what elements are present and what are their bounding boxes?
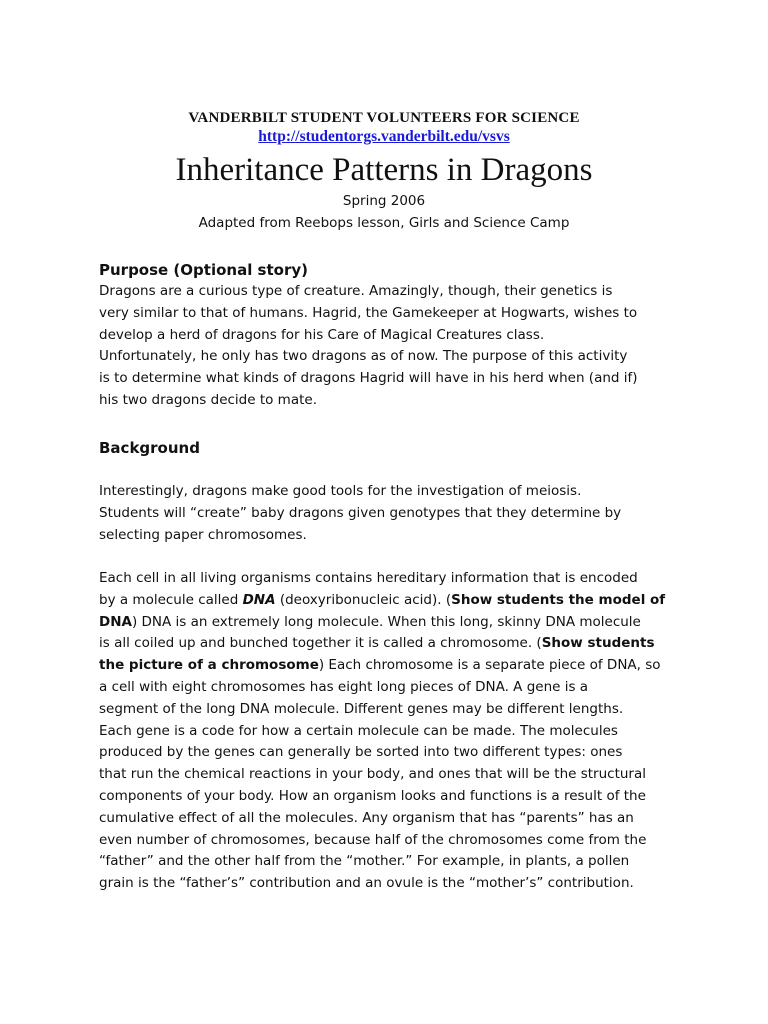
text-run: by a molecule called	[99, 591, 243, 608]
purpose-heading: Purpose (Optional story)	[99, 261, 308, 279]
text-line: Each gene is a code for how a certain molecule can be made. The molecules	[99, 722, 618, 739]
text-line: segment of the long DNA molecule. Different genes may be different lengths.	[99, 700, 624, 717]
text-line: Dragons are a curious type of creature. Amazingly, though, their genetics is	[99, 283, 613, 299]
background-heading: Background	[99, 439, 200, 457]
instruction-bold: the picture of a chromosome	[99, 657, 319, 674]
organization-name: VANDERBILT STUDENT VOLUNTEERS FOR SCIENCE	[188, 110, 580, 126]
instruction-bold: Show students the model of	[451, 591, 666, 608]
background-intro-paragraph	[99, 481, 669, 546]
text-run: is all coiled up and bunched together it is called a chromosome. (	[99, 635, 542, 652]
text-line	[99, 612, 669, 634]
text-line: Each cell in all living organisms contains hereditary information that is encoded	[99, 570, 638, 586]
organization-link[interactable]: http://studentorgs.vanderbilt.edu/vsvs	[258, 128, 510, 145]
text-run: ) DNA is an extremely long molecule. When this long, skinny DNA molecule	[131, 613, 641, 630]
text-line: Unfortunately, he only has two dragons as of now. The purpose of this activity	[99, 348, 628, 365]
text-line: components of your body. How an organism looks and functions is a result of the	[99, 787, 646, 804]
text-line: selecting paper chromosomes.	[99, 526, 307, 543]
text-line: very similar to that of humans. Hagrid, the Gamekeeper at Hogwarts, wishes to	[99, 304, 638, 321]
purpose-paragraph	[99, 281, 669, 412]
text-line: develop a herd of dragons for his Care of Magical Creatures class.	[99, 326, 545, 343]
text-line	[99, 590, 669, 612]
text-line: Interestingly, dragons make good tools for the investigation of meiosis.	[99, 483, 582, 499]
text-line: that run the chemical reactions in your body, and ones that will be the structural	[99, 766, 647, 783]
text-line: Students will “create” baby dragons given genotypes that they determine by	[99, 504, 622, 521]
text-line: his two dragons decide to mate.	[99, 391, 317, 408]
background-dna-paragraph	[99, 568, 669, 895]
instruction-bold: DNA	[99, 613, 132, 630]
page-title: Inheritance Patterns in Dragons	[175, 152, 593, 188]
text-line: produced by the genes can generally be sorted into two different types: ones	[99, 744, 623, 761]
text-line: even number of chromosomes, because half of the chromosomes come from the	[99, 831, 647, 848]
date-line: Spring 2006	[342, 193, 426, 209]
text-line: a cell with eight chromosomes has eight long pieces of DNA. A gene is a	[99, 678, 589, 695]
dna-term: DNA	[242, 591, 276, 608]
text-line	[99, 655, 669, 677]
text-run: (deoxyribonucleic acid). (	[275, 591, 452, 608]
text-line	[99, 633, 669, 655]
adapted-from-line: Adapted from Reebops lesson, Girls and Science Camp	[198, 215, 570, 231]
instruction-bold: Show students	[541, 635, 655, 652]
text-line: cumulative effect of all the molecules. Any organism that has “parents” has an	[99, 809, 634, 826]
text-run: ) Each chromosome is a separate piece of DNA, so	[318, 657, 661, 674]
text-line: grain is the “father’s” contribution and an ovule is the “mother’s” contribution.	[99, 875, 634, 892]
text-line: is to determine what kinds of dragons Hagrid will have in his herd when (and if)	[99, 370, 638, 387]
text-line: “father” and the other half from the “mother.” For example, in plants, a pollen	[99, 853, 630, 870]
